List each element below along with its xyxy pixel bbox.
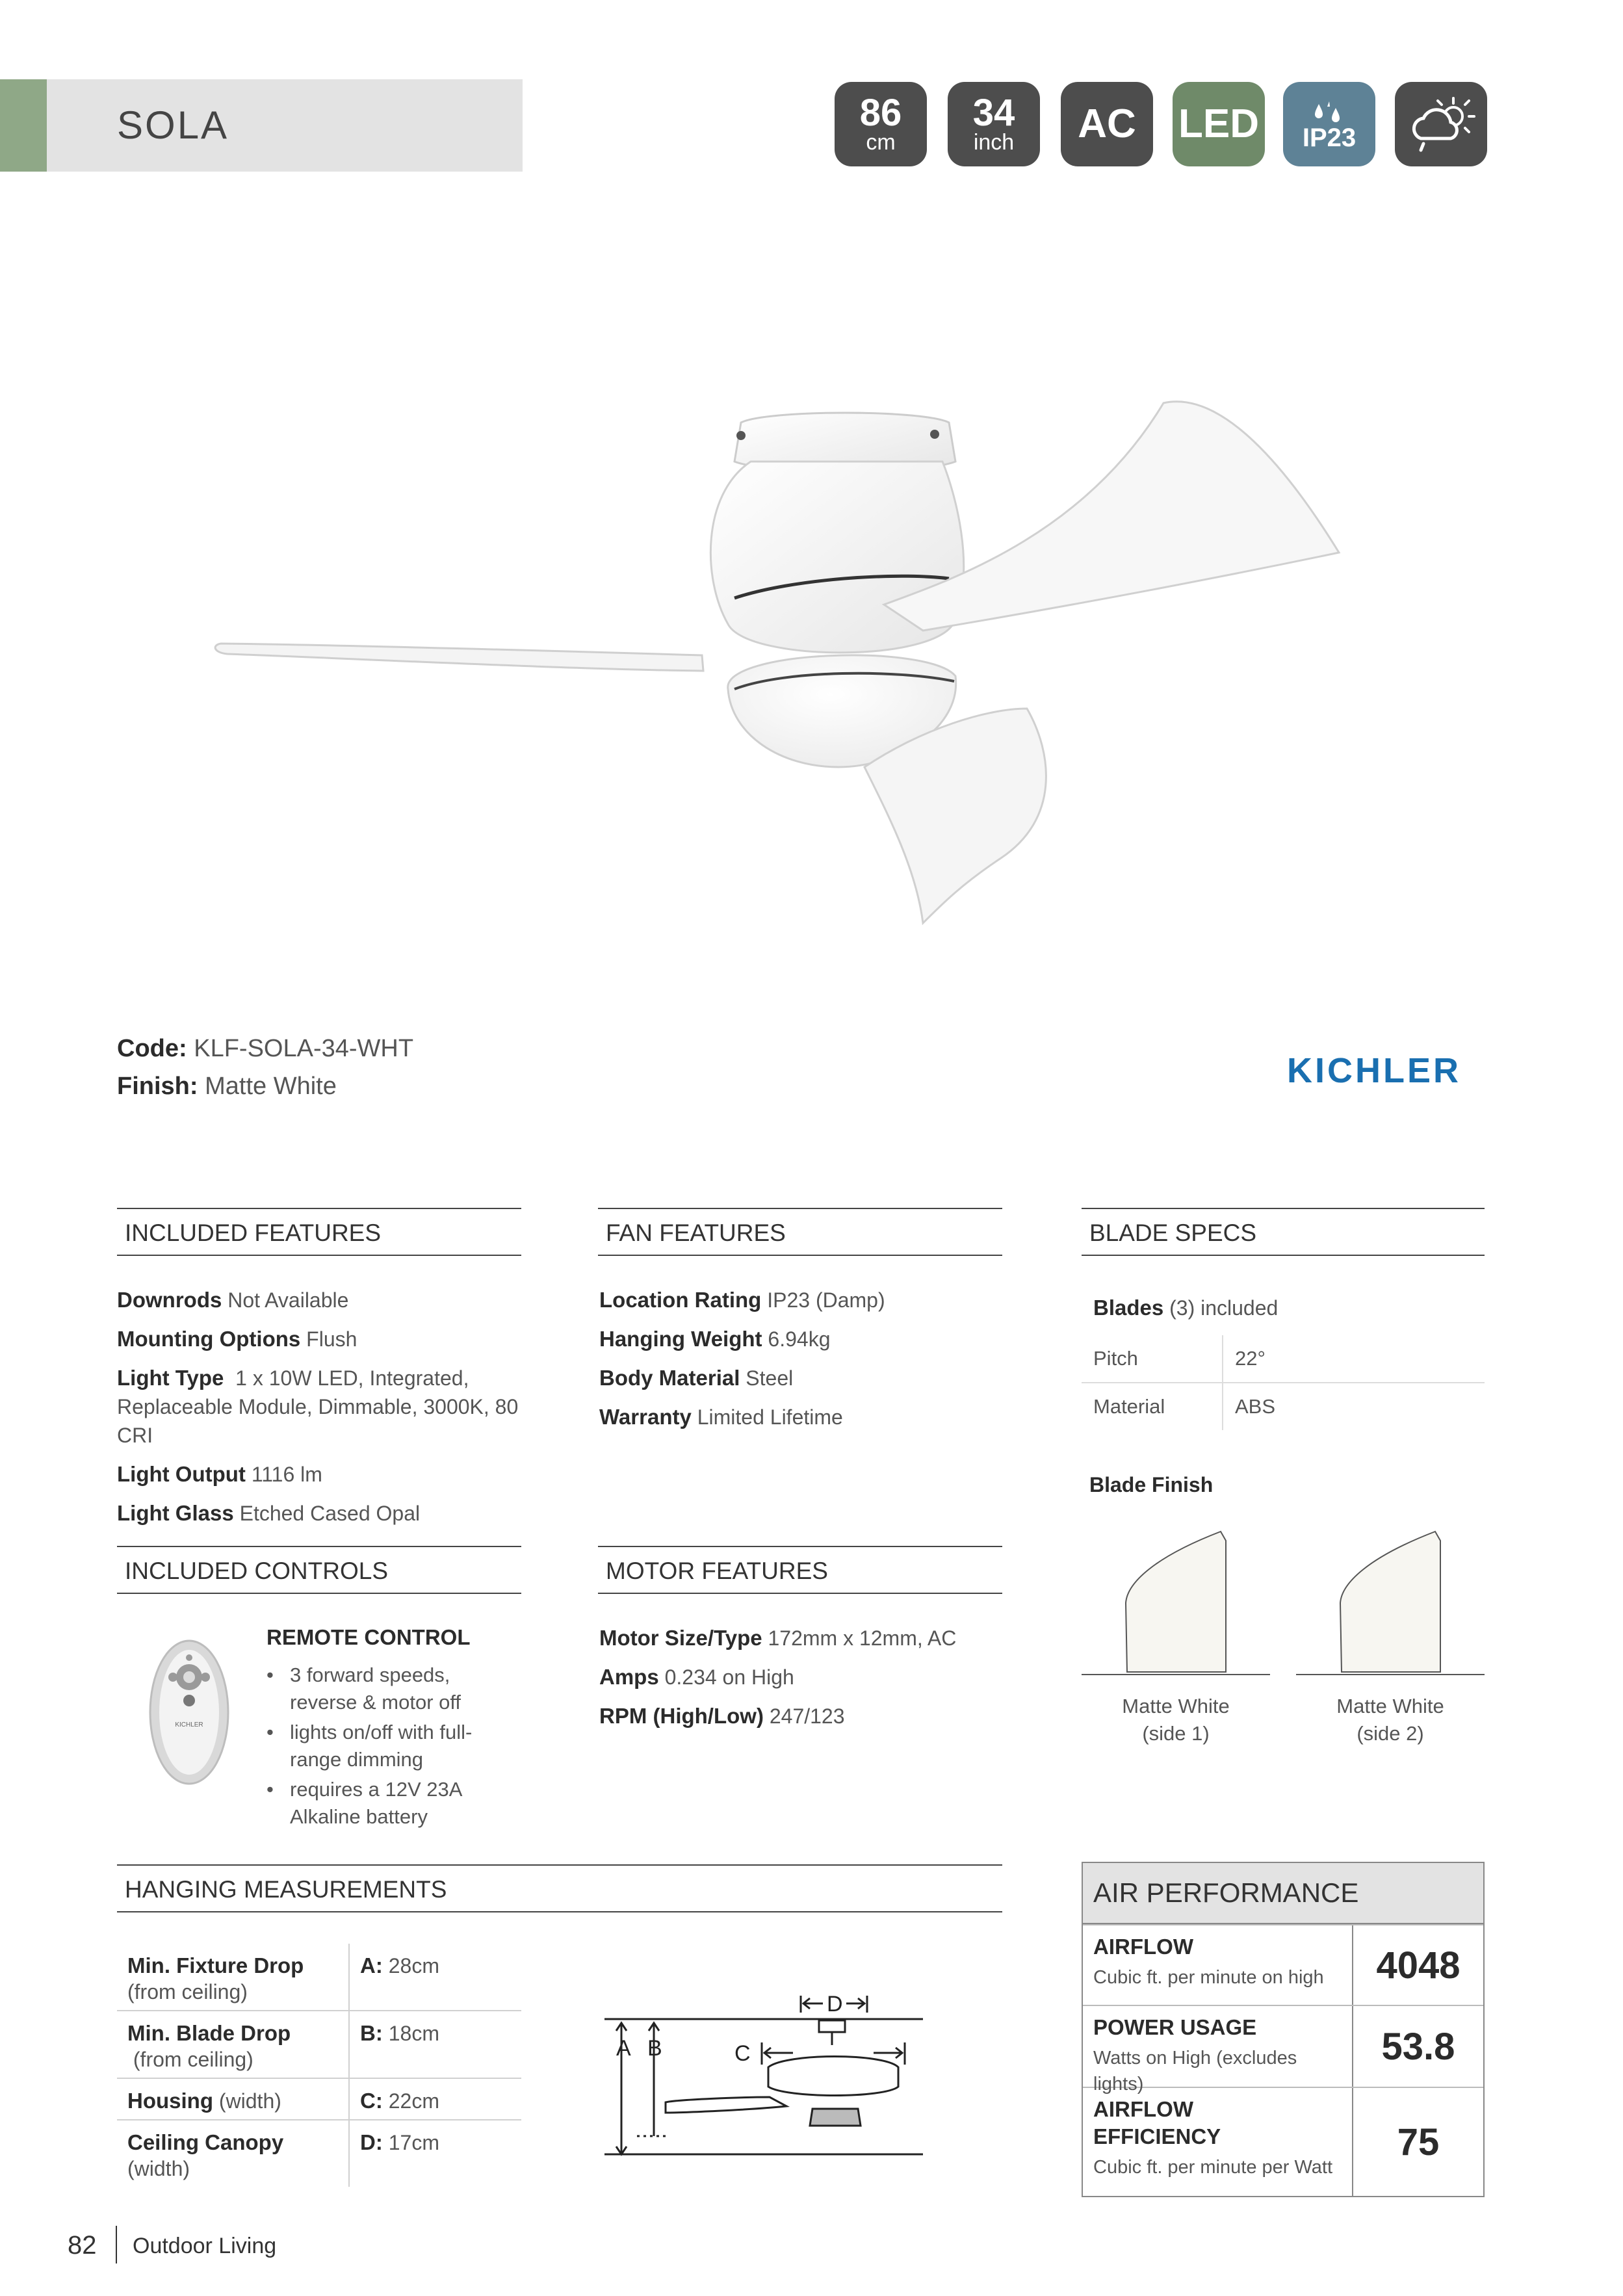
remote-control-image — [147, 1638, 231, 1786]
blade-finish-side2: Matte White (side 2) — [1336, 1695, 1444, 1745]
ceiling-fan-image — [208, 364, 1417, 949]
remote-features-list — [266, 1662, 500, 1831]
fan-features-list — [599, 1286, 1015, 1431]
motor-feature-size: Motor Size/Type 172mm x 12mm, AC — [599, 1626, 957, 1650]
feature-light-output: Light Output 1116 lm — [117, 1462, 322, 1486]
motor-features-list — [599, 1624, 1015, 1730]
svg-text:C: C — [734, 2041, 751, 2066]
list-item: • lights on/off with full- range dimming — [266, 1721, 473, 1771]
airflow-efficiency-row: AIRFLOW EFFICIENCY Cubic ft. per minute per Watt 75 — [1083, 2087, 1483, 2196]
brand-logo: KICHLER — [1287, 1051, 1461, 1090]
footer-divider — [116, 2226, 117, 2263]
power-usage-value: 53.8 — [1381, 2025, 1455, 2068]
blades-included: Blades (3) included — [1093, 1296, 1279, 1320]
fan-features-heading: FAN FEATURES — [598, 1208, 1002, 1256]
footer-section: Outdoor Living — [133, 2234, 277, 2258]
header-accent — [0, 79, 47, 172]
fan-feature-warranty: Warranty Limited Lifetime — [599, 1405, 843, 1429]
hanging-measurement-diagram — [598, 1983, 936, 2165]
hanging-measurements-heading: HANGING MEASUREMENTS — [117, 1864, 1002, 1912]
blade-specs-heading: BLADE SPECS — [1082, 1208, 1485, 1256]
weather-icon — [1395, 82, 1487, 166]
table-row: Min. Blade Drop (from ceiling) B: 18cm — [117, 2011, 521, 2078]
fan-feature-weight: Hanging Weight 6.94kg — [599, 1327, 831, 1351]
motor-feature-rpm: RPM (High/Low) 247/123 — [599, 1704, 845, 1728]
hanging-measurements-table — [117, 1944, 521, 2187]
cloud-sun-icon — [1405, 93, 1477, 155]
table-row: Ceiling Canopy (width) D: 17cm — [117, 2120, 521, 2187]
blade-specs-table — [1082, 1335, 1485, 1430]
fan-feature-location: Location Rating IP23 (Damp) — [599, 1288, 885, 1312]
included-features-heading: INCLUDED FEATURES — [117, 1208, 521, 1256]
power-usage-row: POWER USAGE Watts on High (excludes lights) 53.8 — [1083, 2005, 1483, 2087]
svg-text:B: B — [647, 2036, 662, 2061]
diameter-cm-badge: 86 cm — [835, 82, 927, 166]
ac-badge: AC — [1061, 82, 1153, 166]
svg-text:D: D — [827, 1992, 843, 2016]
svg-text:KICHLER: KICHLER — [175, 1721, 203, 1729]
feature-downrods: Downrods Not Available — [117, 1288, 349, 1312]
fan-feature-material: Body Material Steel — [599, 1366, 794, 1390]
airflow-efficiency-value: 75 — [1397, 2120, 1440, 2163]
ip-rating-badge: IP23 — [1283, 82, 1375, 166]
airflow-value: 4048 — [1376, 1944, 1461, 1987]
list-item: • requires a 12V 23A Alkaline battery — [266, 1778, 463, 1828]
airflow-row: AIRFLOW Cubic ft. per minute on high 4048 — [1083, 1924, 1483, 2005]
diameter-inch-badge: 34 inch — [948, 82, 1040, 166]
remote-control-title: REMOTE CONTROL — [266, 1625, 471, 1649]
air-performance-heading: AIR PERFORMANCE — [1083, 1863, 1483, 1924]
table-row: Min. Fixture Drop (from ceiling) A: 28cm — [117, 1944, 521, 2011]
water-drops-icon — [1310, 101, 1349, 124]
page-title: SOLA — [117, 103, 229, 147]
blade-spec-row: Pitch 22° — [1082, 1335, 1485, 1383]
motor-features-heading: MOTOR FEATURES — [598, 1546, 1002, 1594]
included-features-list — [117, 1286, 533, 1528]
air-performance-box — [1082, 1862, 1485, 2197]
product-code: Code: KLF-SOLA-34-WHT — [117, 1035, 414, 1062]
list-item: • 3 forward speeds, reverse & motor off — [266, 1663, 461, 1714]
table-row: Housing (width) C: 22cm — [117, 2078, 521, 2120]
blade-finish-heading: Blade Finish — [1089, 1473, 1214, 1496]
blade-finish-side1: Matte White (side 1) — [1122, 1695, 1230, 1745]
blade-finish-swatches — [1082, 1525, 1485, 1678]
feature-light-glass: Light Glass Etched Cased Opal — [117, 1501, 421, 1525]
feature-mounting: Mounting Options Flush — [117, 1327, 357, 1351]
feature-light-type: Light Type 1 x 10W LED, Integrated, Replaceable Module, Dimmable, 3000K, 80 CRI — [117, 1366, 519, 1447]
included-controls-heading: INCLUDED CONTROLS — [117, 1546, 521, 1594]
led-badge: LED — [1173, 82, 1265, 166]
svg-text:A: A — [616, 2036, 631, 2061]
motor-feature-amps: Amps 0.234 on High — [599, 1665, 794, 1689]
page-number: 82 — [68, 2231, 97, 2260]
blade-spec-row: Material ABS — [1082, 1383, 1485, 1430]
product-finish: Finish: Matte White — [117, 1073, 337, 1100]
